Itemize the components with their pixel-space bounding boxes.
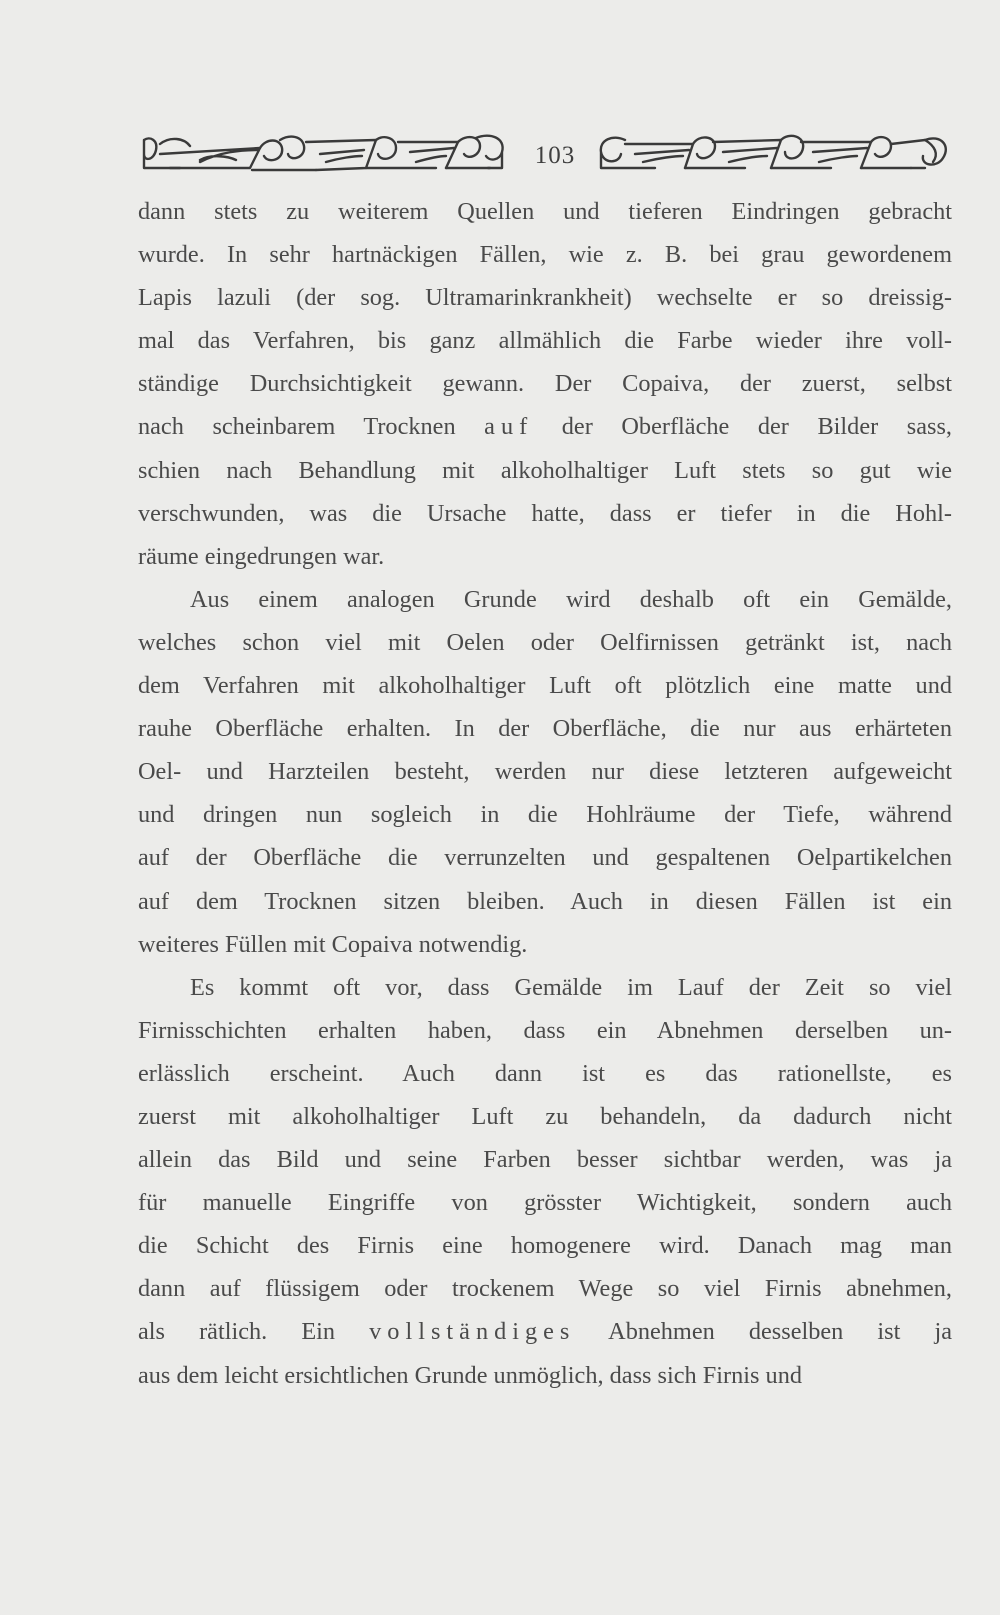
ornament-right-icon bbox=[595, 130, 952, 180]
text-line: räume eingedrungen war. bbox=[138, 542, 385, 570]
text-line: Firnisschichten erhalten haben, dass ein Abnehmen derselben un- bbox=[138, 1016, 952, 1044]
text-segment: nach scheinbarem Trocknen bbox=[138, 413, 485, 441]
body-text bbox=[138, 190, 952, 1397]
text-segment: der Oberfläche der Bilder sass, bbox=[533, 413, 952, 441]
text-line: rauhe Oberfläche erhalten. In der Oberfläche, die nur aus erhärteten bbox=[138, 715, 952, 743]
emphasis-spaced-text: auf bbox=[484, 413, 534, 441]
text-line: Oel- und Harzteilen besteht, werden nur diese letzteren aufgeweicht bbox=[138, 758, 952, 786]
text-line: dem Verfahren mit alkoholhaltiger Luft oft plötzlich eine matte und bbox=[138, 672, 952, 700]
text-line bbox=[138, 405, 952, 448]
page-header bbox=[140, 130, 952, 180]
text-line: und dringen nun sogleich in die Hohlräume der Tiefe, während bbox=[138, 801, 952, 829]
text-line: mal das Verfahren, bis ganz allmählich die Farbe wieder ihre voll- bbox=[138, 327, 952, 355]
text-line: auf der Oberfläche die verrunzelten und gespaltenen Oelpartikelchen bbox=[138, 844, 952, 872]
emphasis-spaced-text: vollständiges bbox=[369, 1318, 576, 1346]
text-line: wurde. In sehr hartnäckigen Fällen, wie z. B. bei grau gewordenem bbox=[138, 241, 952, 269]
text-line: aus dem leicht ersichtlichen Grunde unmöglich, dass sich Firnis und bbox=[138, 1361, 802, 1389]
text-line: dann auf flüssigem oder trockenem Wege so viel Firnis abnehmen, bbox=[138, 1275, 952, 1303]
text-line: Aus einem analogen Grunde wird deshalb oft ein Gemälde, bbox=[190, 585, 952, 613]
text-line: auf dem Trocknen sitzen bleiben. Auch in diesen Fällen ist ein bbox=[138, 887, 952, 915]
text-line: schien nach Behandlung mit alkoholhaltiger Luft stets so gut wie bbox=[138, 456, 952, 484]
page-number: 103 bbox=[534, 142, 576, 169]
text-line: die Schicht des Firnis eine homogenere wird. Danach mag man bbox=[138, 1232, 952, 1260]
text-line: verschwunden, was die Ursache hatte, dass er tiefer in die Hohl- bbox=[138, 499, 952, 527]
text-segment: als rätlich. Ein bbox=[138, 1318, 370, 1346]
text-line: welches schon viel mit Oelen oder Oelfirnissen getränkt ist, nach bbox=[138, 628, 952, 656]
text-line: Lapis lazuli (der sog. Ultramarinkrankheit) wechselte er so dreissig- bbox=[138, 284, 952, 312]
ornament-left-icon bbox=[140, 130, 510, 180]
text-line bbox=[138, 1310, 952, 1353]
text-line: allein das Bild und seine Farben besser sichtbar werden, was ja bbox=[138, 1146, 952, 1174]
text-line: dann stets zu weiterem Quellen und tieferen Eindringen gebracht bbox=[138, 198, 952, 225]
text-line: weiteres Füllen mit Copaiva notwendig. bbox=[138, 930, 528, 958]
text-segment: Abnehmen desselben ist ja bbox=[575, 1318, 952, 1346]
text-line: zuerst mit alkoholhaltiger Luft zu behandeln, da dadurch nicht bbox=[138, 1102, 952, 1130]
text-line: Es kommt oft vor, dass Gemälde im Lauf der Zeit so viel bbox=[190, 973, 952, 1001]
text-line: ständige Durchsichtigkeit gewann. Der Copaiva, der zuerst, selbst bbox=[138, 370, 952, 398]
text-line: für manuelle Eingriffe von grösster Wichtigkeit, sondern auch bbox=[138, 1189, 952, 1217]
text-line: erlässlich erscheint. Auch dann ist es das rationellste, es bbox=[138, 1059, 952, 1087]
